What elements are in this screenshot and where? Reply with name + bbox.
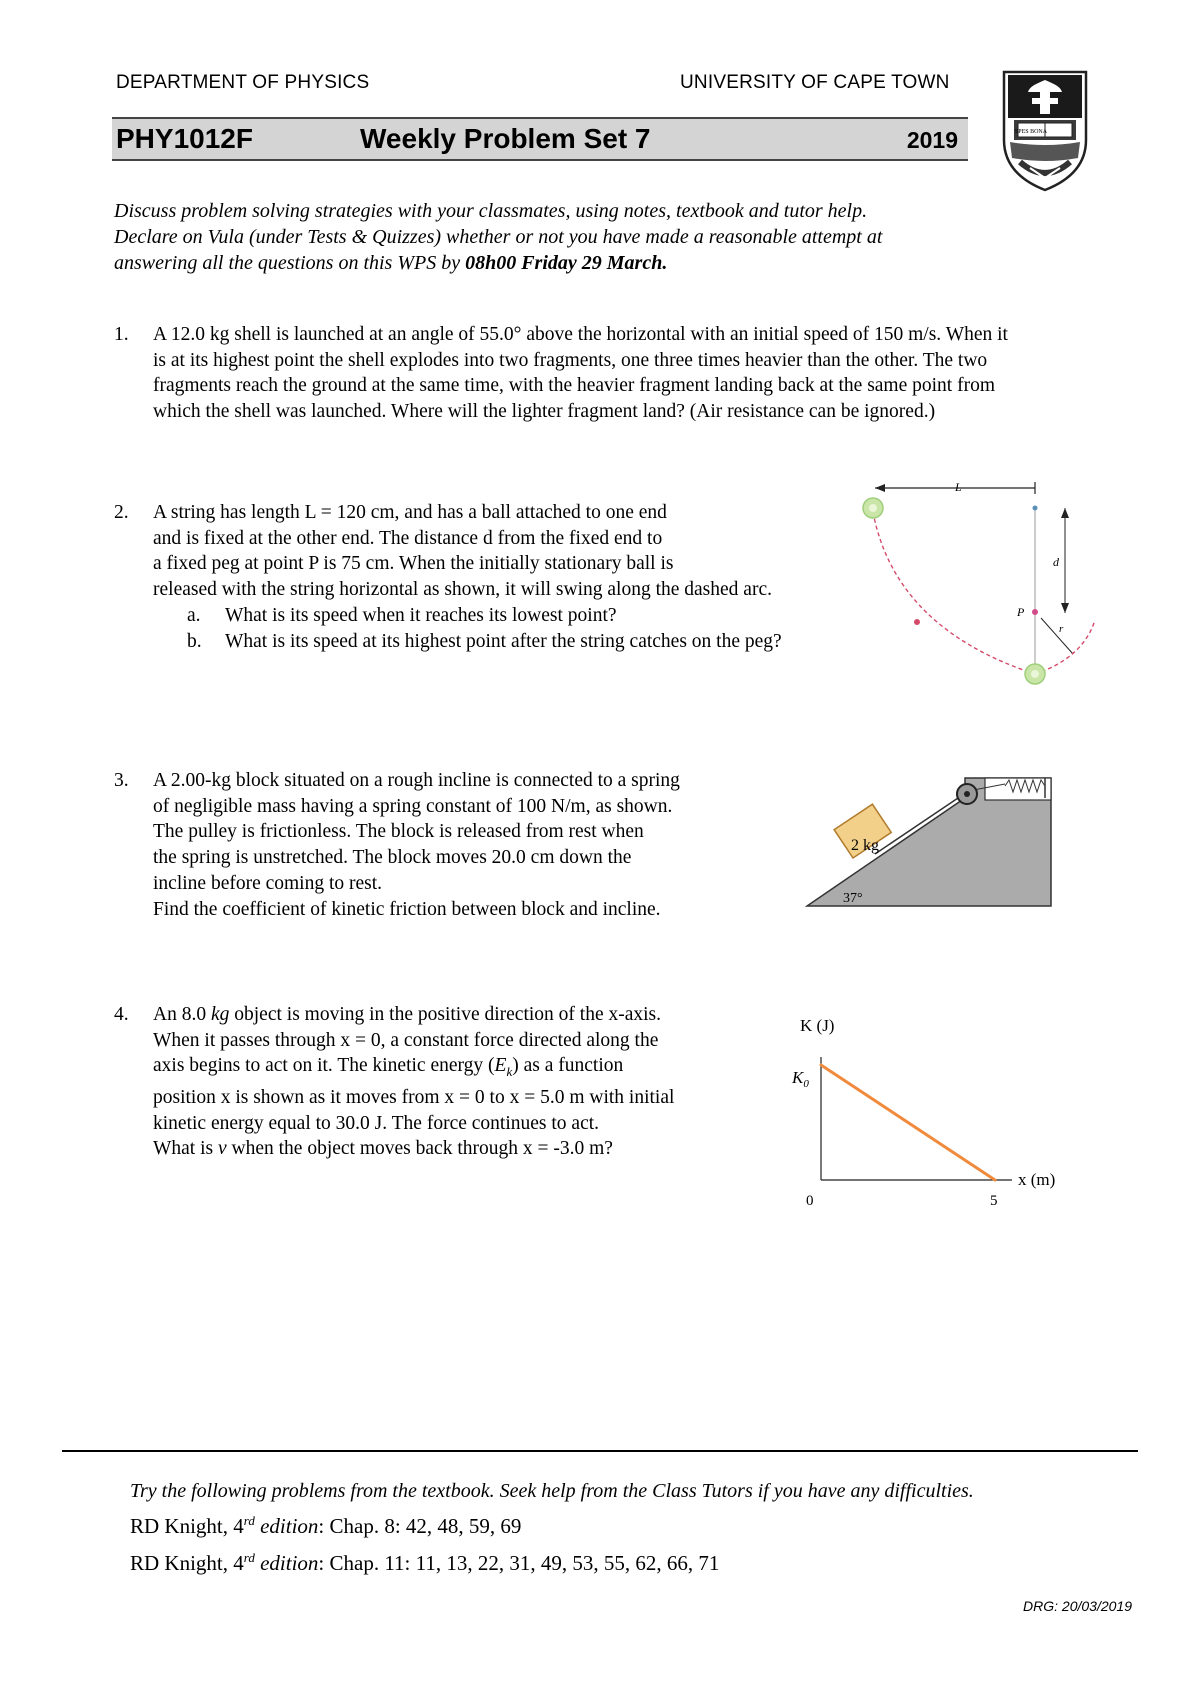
kinetic-energy-series-line	[821, 1065, 995, 1180]
question-2-line: released with the string horizontal as shown, it will swing along the dashed arc.	[153, 579, 772, 601]
label-L: L	[955, 480, 962, 494]
reference-edition-suffix: rd	[243, 1550, 255, 1565]
question-4-line	[153, 1002, 793, 1028]
question-4-line-text: What is	[153, 1138, 218, 1160]
university-crest-icon	[1000, 70, 1090, 192]
course-code: PHY1012F	[116, 123, 253, 154]
question-4-number: 4.	[114, 1004, 129, 1025]
question-4-line: position x is shown as it moves from x = 0 to x = 5.0 m with initial	[153, 1087, 675, 1108]
footer-advice: Try the following problems from the textbook. Seek help from the Class Tutors if you have any difficulties.	[130, 1480, 974, 1502]
deadline: 08h00 Friday 29 March.	[465, 252, 668, 274]
reference-chapter: : Chap. 8: 42, 48, 59, 69	[318, 1514, 522, 1538]
question-2-number: 2.	[114, 502, 129, 523]
question-4-unit: kg	[210, 1004, 230, 1025]
question-4-line-text: axis begins to act on it. The kinetic energy (	[153, 1055, 495, 1077]
question-4-line: When it passes through x = 0, a constant force directed along the	[153, 1029, 659, 1051]
kinetic-energy-subscript: k	[506, 1064, 513, 1080]
question-4-line-text: ) as a function	[512, 1055, 624, 1077]
question-3-line: Find the coefficient of kinetic friction between block and incline.	[153, 898, 661, 920]
question-4-line-text: An 8.0	[153, 1004, 211, 1025]
question-1-line: fragments reach the ground at the same time, with the heavier fragment landing back at the same point from	[153, 375, 995, 397]
department-label: DEPARTMENT OF PHYSICS	[116, 72, 370, 93]
question-3-line: The pulley is frictionless. The block is released from rest when	[153, 821, 644, 843]
question-2a-text: What is its speed when it reaches its lowest point?	[225, 604, 617, 626]
block-mass-label: 2 kg	[851, 837, 879, 854]
question-2b-text: What is its speed at its highest point after the string catches on the peg?	[225, 630, 782, 652]
crest-motto: SPES BONA	[1014, 129, 1048, 135]
title-bar	[112, 117, 968, 161]
question-4-line	[153, 1136, 793, 1162]
kinetic-energy-symbol: E	[494, 1055, 507, 1077]
question-4-line	[153, 1053, 793, 1085]
question-3-line: A 2.00-kg block situated on a rough incline is connected to a spring	[153, 770, 680, 791]
question-1-line: A 12.0 kg shell is launched at an angle of 55.0° above the horizontal with an initial speed of 150 m/s. When it	[153, 324, 1008, 345]
question-2b	[153, 629, 873, 655]
question-3-line: incline before coming to rest.	[153, 872, 383, 894]
reference-author: RD Knight, 4	[130, 1551, 244, 1575]
kinetic-energy-chart	[790, 1005, 1080, 1220]
x-tick-0: 0	[806, 1193, 814, 1209]
question-3-line: of negligible mass having a spring constant of 100 N/m, as shown.	[153, 795, 673, 817]
textbook-reference-2	[130, 1550, 719, 1576]
instructions-line-2: Declare on Vula (under Tests & Quizzes) whether or not you have made a reasonable attempt at	[114, 226, 883, 248]
instructions-line-1: Discuss problem solving strategies with your classmates, using notes, textbook and tutor help.	[114, 200, 868, 222]
label-P: P	[1017, 605, 1025, 619]
footer-divider	[62, 1450, 1138, 1452]
year-label: 2019	[906, 127, 958, 153]
question-2-line: a fixed peg at point P is 75 cm. When the initially stationary ball is	[153, 553, 674, 575]
question-1-line: is at its highest point the shell explodes into two fragments, one three times heavier than the other. The two	[153, 349, 988, 371]
question-3-number: 3.	[114, 770, 129, 791]
x-tick-5: 5	[990, 1193, 998, 1209]
velocity-symbol: v	[217, 1138, 227, 1160]
y-axis-label: K (J)	[800, 1016, 835, 1035]
question-2a-label: a.	[187, 604, 201, 626]
incline-angle-label: 37°	[843, 891, 863, 906]
reference-edition: edition	[254, 1514, 319, 1538]
document-author-date: DRG: 20/03/2019	[1023, 1598, 1132, 1614]
question-4-line-text: object is moving in the positive direction of the x-axis.	[229, 1004, 662, 1025]
question-2a	[153, 603, 873, 629]
label-d: d	[1053, 555, 1059, 569]
instructions-line-3-text: answering all the questions on this WPS by	[114, 252, 466, 274]
label-r: r	[1059, 623, 1064, 635]
x-axis-label: x (m)	[1018, 1170, 1056, 1189]
instructions-line-3	[114, 250, 1034, 276]
question-2-line: and is fixed at the other end. The distance d from the fixed end to	[153, 527, 663, 549]
question-4-line: kinetic energy equal to 30.0 J. The force continues to act.	[153, 1112, 600, 1134]
reference-author: RD Knight, 4	[130, 1514, 244, 1538]
question-4-line-text: when the object moves back through x = -3.0 m?	[226, 1138, 613, 1160]
incline-figure	[805, 772, 1055, 912]
reference-edition: edition	[254, 1551, 319, 1575]
instructions	[114, 198, 1034, 276]
y-tick-K: K	[792, 1068, 804, 1087]
question-2-line: A string has length L = 120 cm, and has a ball attached to one end	[153, 502, 667, 523]
question-3-line: the spring is unstretched. The block moves 20.0 cm down the	[153, 847, 632, 869]
question-1-number: 1.	[114, 324, 129, 345]
y-tick-K0	[791, 1068, 809, 1090]
reference-chapter: : Chap. 11: 11, 13, 22, 31, 49, 53, 55, 62, 66, 71	[318, 1551, 720, 1575]
reference-edition-suffix: rd	[243, 1513, 255, 1528]
textbook-reference-1	[130, 1513, 521, 1539]
university-label: UNIVERSITY OF CAPE TOWN	[680, 72, 950, 93]
question-2b-label: b.	[187, 630, 202, 652]
pendulum-figure	[855, 478, 1105, 688]
y-tick-subscript: 0	[803, 1078, 809, 1090]
question-1-line: which the shell was launched. Where will the lighter fragment land? (Air resistance can be ignored.)	[153, 401, 936, 423]
page-title: Weekly Problem Set 7	[360, 123, 651, 154]
